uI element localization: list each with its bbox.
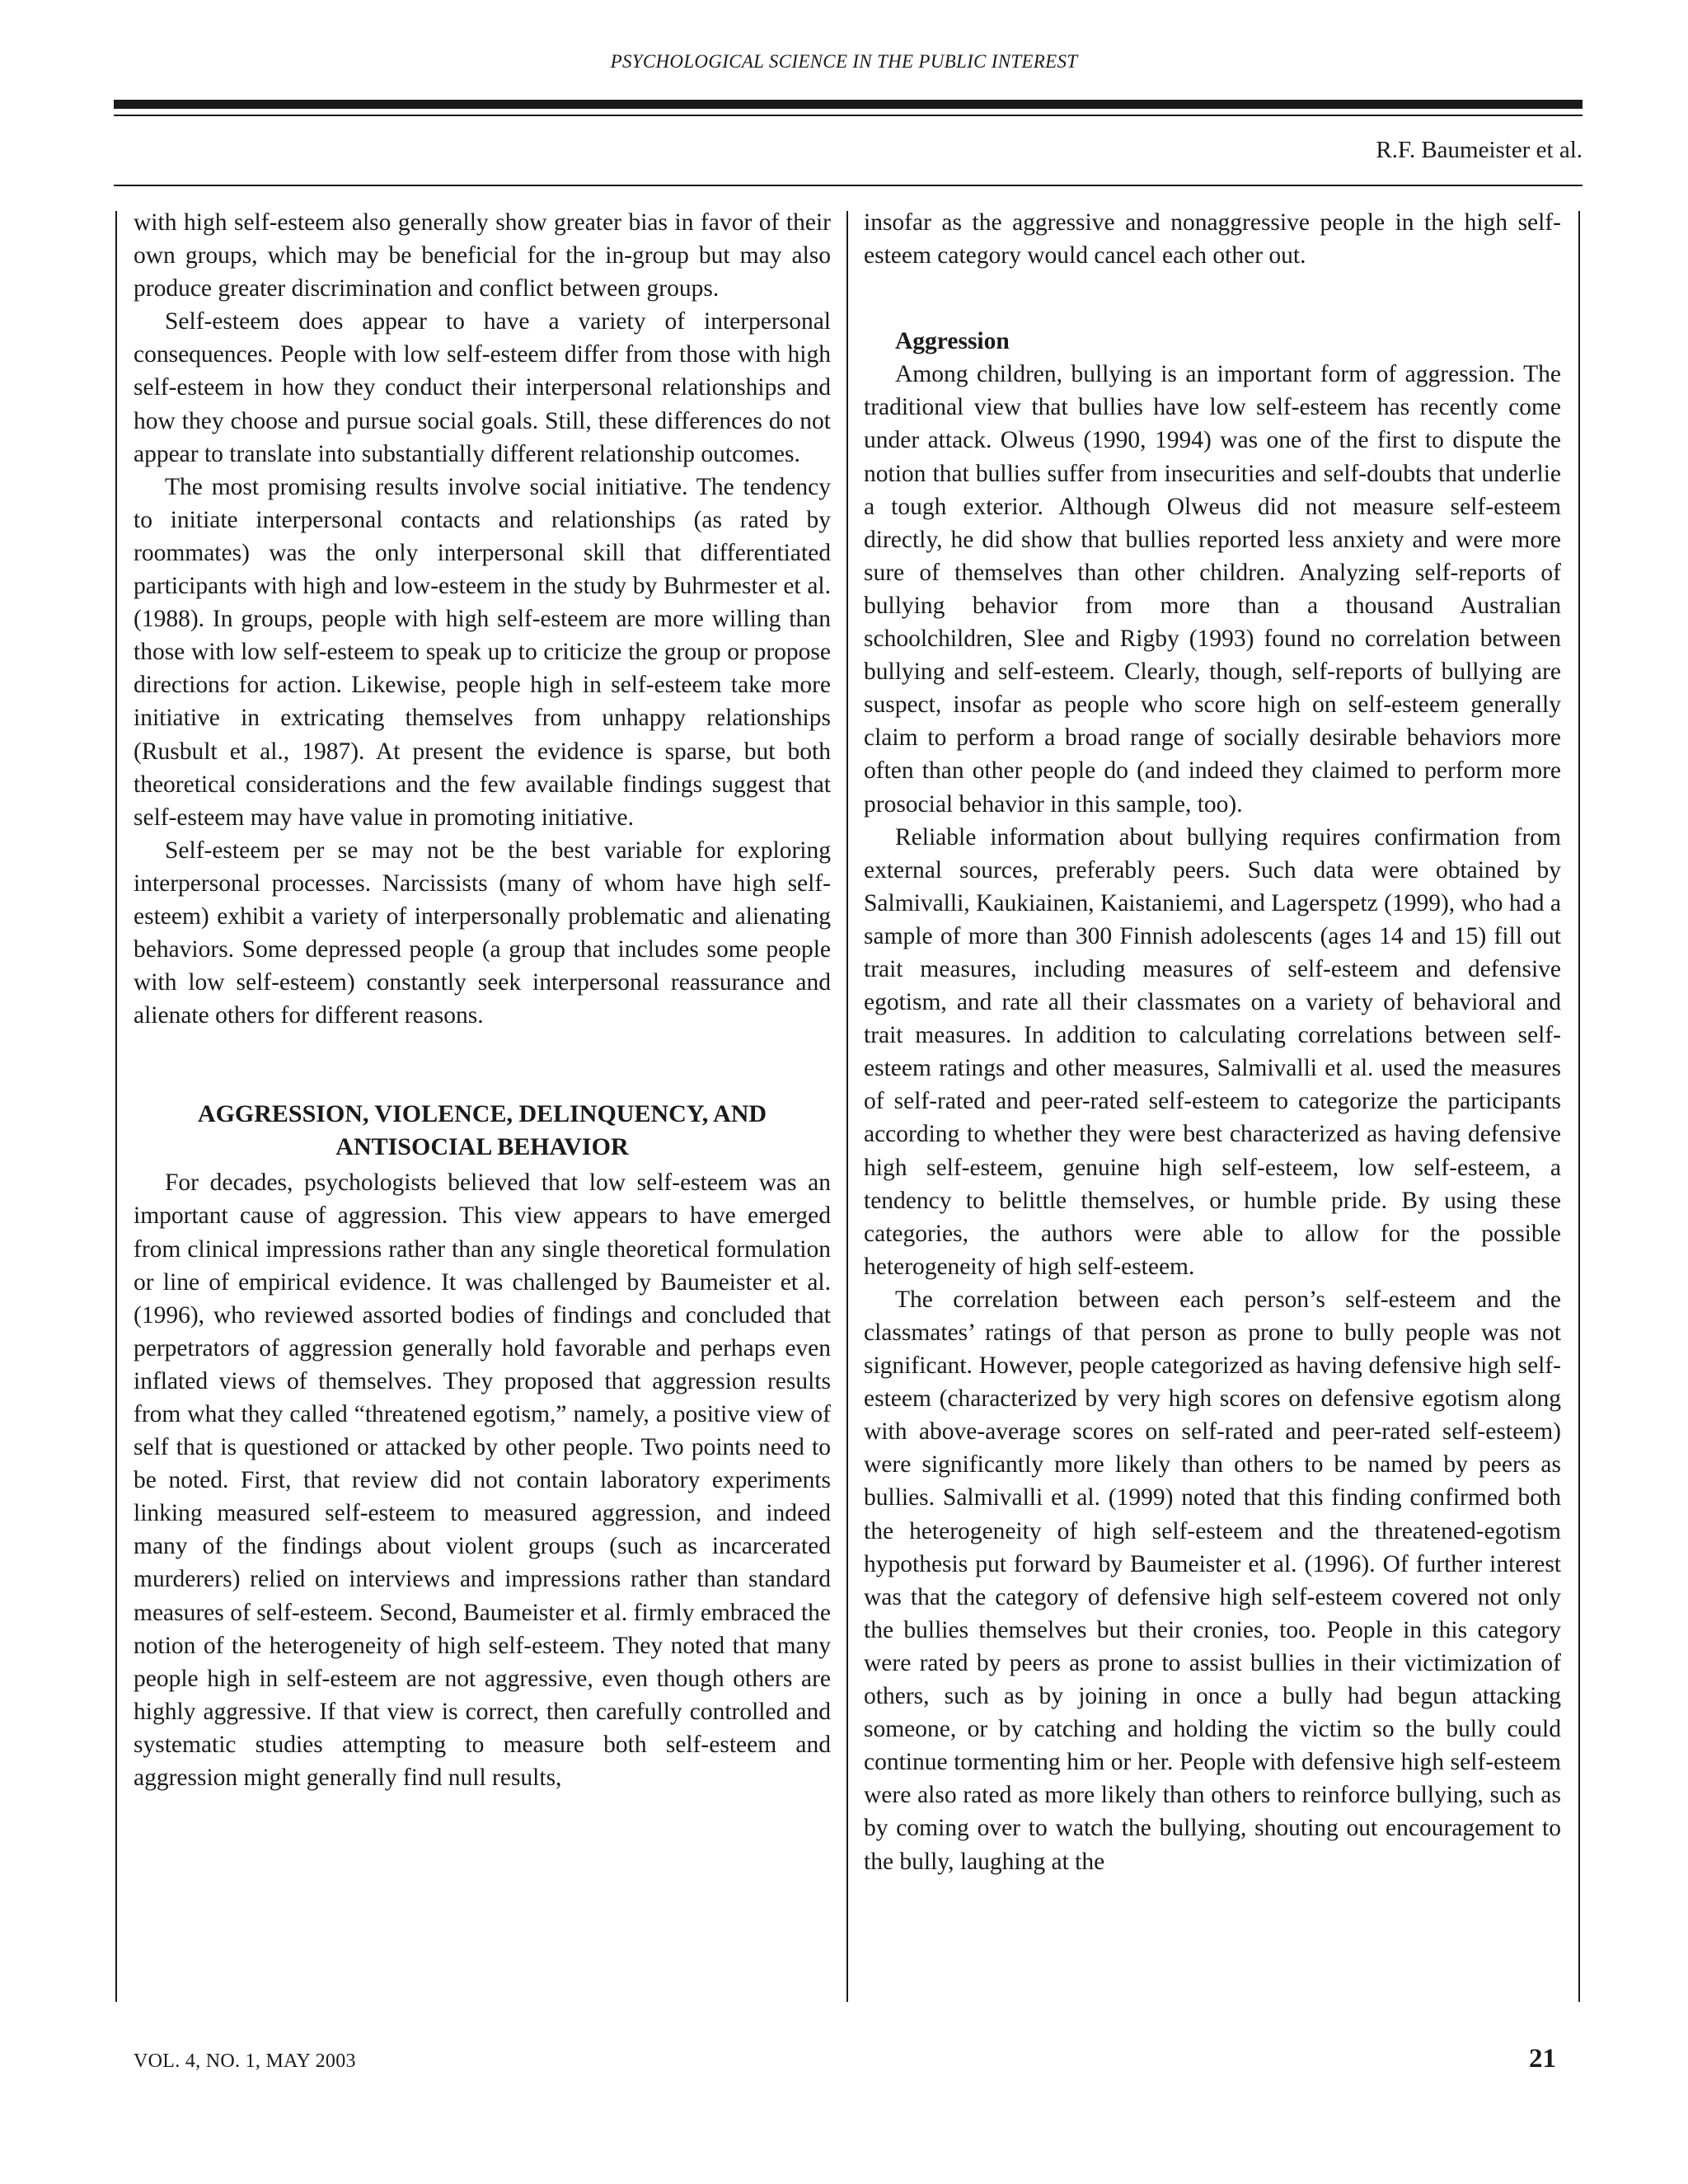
section-heading bbox=[134, 1098, 831, 1164]
section-heading-line: AGGRESSION, VIOLENCE, DELINQUENCY, AND bbox=[197, 1100, 767, 1128]
right-column bbox=[864, 206, 1561, 1878]
paragraph: The most promising results involve social initiative. The tendency to initiate interpersonal contacts and relationships (as rated by roommates) was the only interpersonal skill that differentiated participants with high and low-esteem in the study by Buhrmester et al. (1988). In groups, people with high self-esteem are more willing than those with low self-esteem to speak up to criticize the group or propose directions for action. Likewise, people high in self-esteem take more initiative in extricating themselves from unhappy relationships (Rusbult et al., 1987). At present the evidence is sparse, but both theoretical considerations and the few available findings suggest that self-esteem may have value in promoting initiative. bbox=[134, 473, 831, 831]
paragraph: Among children, bullying is an important form of aggression. The traditional view that bullies have low self-esteem has recently come under attack. Olweus (1990, 1994) was one of the first to dispute the notion that bullies suffer from insecurities and self-doubts that underlie a tough exterior. Although Olweus did not measure self-esteem directly, he did show that bullies reported less anxiety and were more sure of themselves than other children. Analyzing self-reports of bullying behavior from more than a thousand Australian schoolchildren, Slee and Rigby (1993) found no correlation between bullying and self-esteem. Clearly, though, self-reports of bullying are suspect, insofar as people who score high on self-esteem generally claim to perform a broad range of socially desirable behaviors more often than other people do (and indeed they claimed to perform more prosocial behavior in this sample, too). bbox=[864, 361, 1561, 818]
column-rule-right bbox=[1578, 211, 1580, 2002]
paragraph: For decades, psychologists believed that low self-esteem was an important cause of aggression. This view appears to have emerged from clinical impressions rather than any single theoretical formulation or line of empirical evidence. It was challenged by Baumeister et al. (1996), who reviewed assorted bodies of findings and concluded that perpetrators of aggression generally hold favorable and perhaps even inflated views of themselves. They proposed that aggression results from what they called “threatened egotism,” namely, a positive view of self that is questioned or attacked by other people. Two points need to be noted. First, that review did not contain laboratory experiments linking measured self-esteem to measured aggression, and indeed many of the findings about violent groups (such as incarcerated murderers) relied on interviews and impressions rather than standard measures of self-esteem. Second, Baumeister et al. firmly embraced the notion of the heterogeneity of high self-esteem. They noted that many people high in self-esteem are not aggressive, even though others are highly aggressive. If that view is correct, then carefully controlled and systematic studies attempting to measure both self-esteem and aggression might generally find null results, bbox=[134, 1169, 831, 1792]
footer-volume-info: VOL. 4, NO. 1, MAY 2003 bbox=[134, 2050, 356, 2072]
header-rule-bottom bbox=[114, 185, 1582, 186]
column-rule-middle bbox=[846, 211, 848, 2002]
column-rule-left bbox=[115, 211, 117, 2002]
paragraph: with high self-esteem also generally show greater bias in favor of their own groups, which may be beneficial for the in-group but may also produce greater discrimination and conflict between groups. bbox=[134, 209, 831, 302]
header-rule-thick bbox=[114, 100, 1582, 109]
paragraph: Self-esteem per se may not be the best variable for exploring interpersonal processes. Narcissists (many of whom have high self-esteem) exhibit a variety of interpersonally problematic and alienating behaviors. Some depressed people (a group that includes some people with low self-esteem) constantly seek interpersonal reassurance and alienate others for different reasons. bbox=[134, 837, 831, 1029]
paragraph: The correlation between each person’s self-esteem and the classmates’ ratings of that person as prone to bully people was not significant. However, people categorized as having defensive high self-esteem (characterized by very high scores on defensive egotism along with above-average scores on self-rated and peer-rated self-esteem) were significantly more likely than others to be named by peers as bullies. Salmivalli et al. (1999) noted that this finding confirmed both the heterogeneity of high self-esteem and the threatened-egotism hypothesis put forward by Baumeister et al. (1996). Of further interest was that the category of defensive high self-esteem covered not only the bullies themselves but their cronies, too. People in this category were rated by peers as prone to assist bullies in their victimization of others, such as by joining in once a bully had begun attacking someone, or by catching and holding the victim so the bully could continue tormenting him or her. People with defensive high self-esteem were also rated as more likely than others to reinforce bullying, such as by coming over to watch the bullying, shouting out encouragement to the bully, laughing at the bbox=[864, 1286, 1561, 1875]
paragraph: Reliable information about bullying requires confirmation from external sources, preferably peers. Such data were obtained by Salmivalli, Kaukiainen, Kaistaniemi, and Lagerspetz (1999), who had a sample of more than 300 Finnish adolescents (ages 14 and 15) fill out trait measures, including measures of self-esteem and defensive egotism, and rate all their classmates on a variety of behavioral and trait measures. In addition to calculating correlations between self-esteem ratings and other measures, Salmivalli et al. used the measures of self-rated and peer-rated self-esteem to categorize the participants according to whether they were best characterized as having defensive high self-esteem, genuine high self-esteem, low self-esteem, a tendency to belittle themselves, or humble pride. By using these categories, the authors were able to allow for the possible heterogeneity of high self-esteem. bbox=[864, 823, 1561, 1280]
running-head-authors: R.F. Baumeister et al. bbox=[1376, 137, 1582, 163]
subsection-heading: Aggression bbox=[895, 328, 1010, 355]
section-heading-line: ANTISOCIAL BEHAVIOR bbox=[335, 1133, 629, 1161]
paragraph: insofar as the aggressive and nonaggressive people in the high self-esteem category would cancel each other out. bbox=[864, 209, 1561, 269]
paragraph: Self-esteem does appear to have a variety of interpersonal consequences. People with low self-esteem differ from those with high self-esteem in how they conduct their interpersonal relationships and how they choose and pursue social goals. Still, these differences do not appear to translate into substantially different relationship outcomes. bbox=[134, 308, 831, 467]
left-column bbox=[134, 206, 831, 1794]
journal-title: PSYCHOLOGICAL SCIENCE IN THE PUBLIC INTEREST bbox=[610, 51, 1078, 72]
header-rule-thin bbox=[114, 115, 1582, 116]
page-number: 21 bbox=[1529, 2044, 1556, 2074]
